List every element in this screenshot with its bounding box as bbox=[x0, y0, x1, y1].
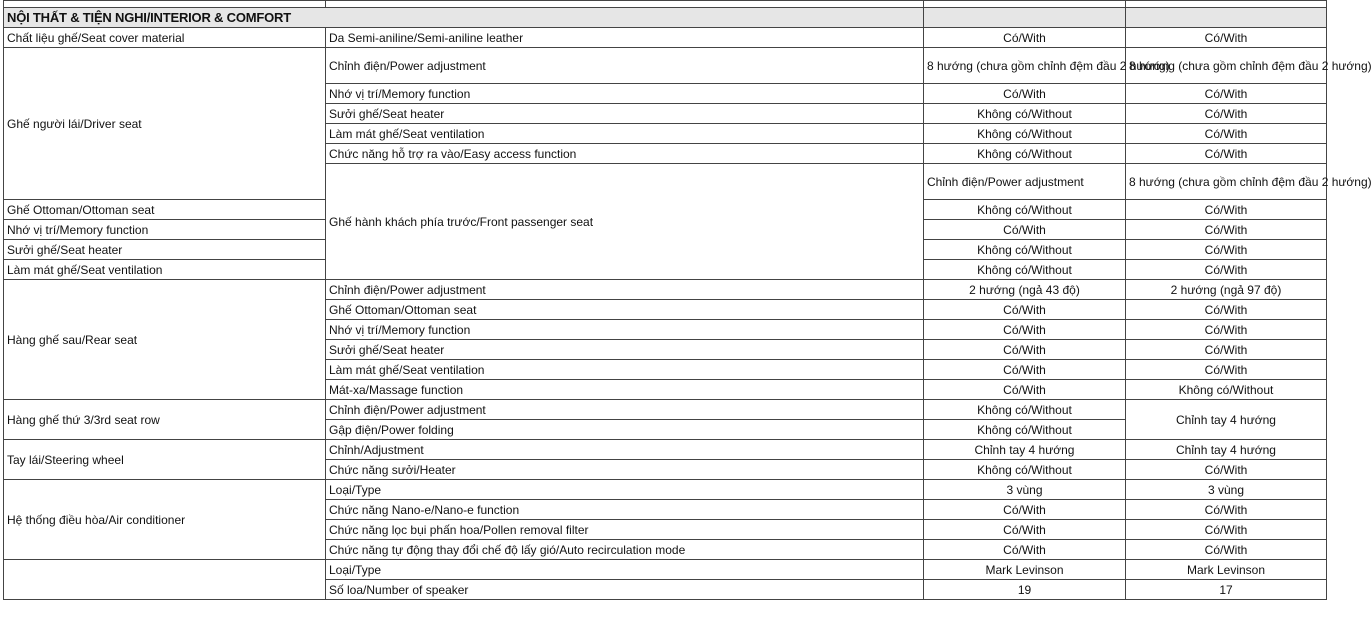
value-cell: Có/With bbox=[1126, 260, 1327, 280]
value-cell: Mark Levinson bbox=[1126, 560, 1327, 580]
value-cell: Có/With bbox=[1126, 240, 1327, 260]
table-row bbox=[4, 480, 1327, 500]
value-cell: Có/With bbox=[924, 28, 1126, 48]
feature-label: Ghế Ottoman/Ottoman seat bbox=[326, 300, 924, 320]
feature-label: Chức năng Nano-e/Nano-e function bbox=[326, 500, 924, 520]
feature-label: Làm mát ghế/Seat ventilation bbox=[4, 260, 326, 280]
value-cell: Có/With bbox=[924, 340, 1126, 360]
feature-label: Gập điện/Power folding bbox=[326, 420, 924, 440]
feature-label: Làm mát ghế/Seat ventilation bbox=[326, 124, 924, 144]
value-cell: Không có/Without bbox=[924, 144, 1126, 164]
value-cell: Có/With bbox=[1126, 520, 1327, 540]
value-cell: 17 bbox=[1126, 580, 1327, 600]
value-cell: Có/With bbox=[1126, 340, 1327, 360]
group-label: Tay lái/Steering wheel bbox=[4, 440, 326, 480]
value-cell: Có/With bbox=[1126, 300, 1327, 320]
table-row bbox=[4, 560, 1327, 580]
value-cell: Không có/Without bbox=[924, 460, 1126, 480]
feature-label: Nhớ vị trí/Memory function bbox=[326, 84, 924, 104]
value-cell: Có/With bbox=[924, 380, 1126, 400]
feature-label: Số loa/Number of speaker bbox=[326, 580, 924, 600]
value-cell: Không có/Without bbox=[924, 200, 1126, 220]
value-cell: Có/With bbox=[1126, 200, 1327, 220]
spec-table bbox=[3, 0, 1372, 600]
group-label: Hàng ghế thứ 3/3rd seat row bbox=[4, 400, 326, 440]
value-cell: Có/With bbox=[1126, 84, 1327, 104]
group-label: Ghế người lái/Driver seat bbox=[4, 48, 326, 200]
feature-label: Chỉnh điện/Power adjustment bbox=[326, 280, 924, 300]
feature-label: Loại/Type bbox=[326, 560, 924, 580]
value-cell: 8 hướng (chưa gồm chỉnh đệm đầu 2 hướng) bbox=[1126, 164, 1327, 200]
feature-label: Sưởi ghế/Seat heater bbox=[326, 340, 924, 360]
value-cell: Chỉnh tay 4 hướng bbox=[1126, 400, 1327, 440]
value-cell: Có/With bbox=[1126, 104, 1327, 124]
value-cell: Mark Levinson bbox=[924, 560, 1126, 580]
feature-label: Chỉnh điện/Power adjustment bbox=[326, 400, 924, 420]
value-cell: Có/With bbox=[1126, 320, 1327, 340]
value-cell: Không có/Without bbox=[924, 104, 1126, 124]
feature-label: Ghế Ottoman/Ottoman seat bbox=[4, 200, 326, 220]
value-cell: Có/With bbox=[1126, 460, 1327, 480]
feature-label: Mát-xa/Massage function bbox=[326, 380, 924, 400]
value-cell: Có/With bbox=[1126, 124, 1327, 144]
value-cell: 8 hướng (chưa gồm chỉnh đệm đầu 2 hướng) bbox=[924, 48, 1126, 84]
value-cell: Có/With bbox=[1126, 500, 1327, 520]
feature-label: Chức năng sưởi/Heater bbox=[326, 460, 924, 480]
value-cell: Không có/Without bbox=[924, 420, 1126, 440]
feature-label: Chức năng lọc bụi phấn hoa/Pollen removal filter bbox=[326, 520, 924, 540]
value-cell: Có/With bbox=[1126, 360, 1327, 380]
table-row bbox=[4, 1, 1327, 8]
value-cell: Có/With bbox=[924, 220, 1126, 240]
value-cell: Có/With bbox=[924, 540, 1126, 560]
feature-label: Chức năng hỗ trợ ra vào/Easy access function bbox=[326, 144, 924, 164]
value-cell: Có/With bbox=[1126, 540, 1327, 560]
feature-label: Chỉnh/Adjustment bbox=[326, 440, 924, 460]
value-cell: Có/With bbox=[924, 300, 1126, 320]
value-cell: Có/With bbox=[1126, 220, 1327, 240]
feature-label: Chỉnh điện/Power adjustment bbox=[924, 164, 1126, 200]
group-label bbox=[4, 560, 326, 600]
value-cell: 2 hướng (ngả 43 độ) bbox=[924, 280, 1126, 300]
group-label: Hệ thống điều hòa/Air conditioner bbox=[4, 480, 326, 560]
value-cell: 8 hướng (chưa gồm chỉnh đệm đầu 2 hướng) bbox=[1126, 48, 1327, 84]
group-label: Ghế hành khách phía trước/Front passenger seat bbox=[326, 164, 924, 280]
feature-label: Sưởi ghế/Seat heater bbox=[326, 104, 924, 124]
value-cell: Có/With bbox=[924, 320, 1126, 340]
feature-label: Chức năng tự động thay đổi chế độ lấy gió/Auto recirculation mode bbox=[326, 540, 924, 560]
table-row bbox=[4, 400, 1327, 420]
table-row bbox=[4, 280, 1327, 300]
value-cell: 3 vùng bbox=[1126, 480, 1327, 500]
value-cell: Không có/Without bbox=[924, 400, 1126, 420]
section-header-row bbox=[4, 8, 1327, 28]
value-cell: Chỉnh tay 4 hướng bbox=[1126, 440, 1327, 460]
value-cell: Có/With bbox=[924, 500, 1126, 520]
value-cell: 2 hướng (ngả 97 độ) bbox=[1126, 280, 1327, 300]
value-cell: Có/With bbox=[1126, 28, 1327, 48]
value-cell: Có/With bbox=[1126, 144, 1327, 164]
value-cell: Không có/Without bbox=[924, 260, 1126, 280]
value-cell: 3 vùng bbox=[924, 480, 1126, 500]
value-cell: Không có/Without bbox=[924, 240, 1126, 260]
value-cell: 19 bbox=[924, 580, 1126, 600]
table-row bbox=[4, 48, 1327, 84]
group-label: Hàng ghế sau/Rear seat bbox=[4, 280, 326, 400]
group-label: Chất liệu ghế/Seat cover material bbox=[4, 28, 326, 48]
value-cell: Có/With bbox=[924, 84, 1126, 104]
feature-label: Sưởi ghế/Seat heater bbox=[4, 240, 326, 260]
table-row bbox=[4, 440, 1327, 460]
feature-label: Da Semi-aniline/Semi-aniline leather bbox=[326, 28, 924, 48]
value-cell: Không có/Without bbox=[924, 124, 1126, 144]
feature-label: Nhớ vị trí/Memory function bbox=[4, 220, 326, 240]
feature-label: Nhớ vị trí/Memory function bbox=[326, 320, 924, 340]
value-cell: Có/With bbox=[924, 520, 1126, 540]
section-title: NỘI THẤT & TIỆN NGHI/INTERIOR & COMFORT bbox=[4, 8, 924, 28]
feature-label: Chỉnh điện/Power adjustment bbox=[326, 48, 924, 84]
table-row bbox=[4, 28, 1327, 48]
feature-label: Làm mát ghế/Seat ventilation bbox=[326, 360, 924, 380]
feature-label: Loại/Type bbox=[326, 480, 924, 500]
value-cell: Chỉnh tay 4 hướng bbox=[924, 440, 1126, 460]
value-cell: Không có/Without bbox=[1126, 380, 1327, 400]
value-cell: Có/With bbox=[924, 360, 1126, 380]
